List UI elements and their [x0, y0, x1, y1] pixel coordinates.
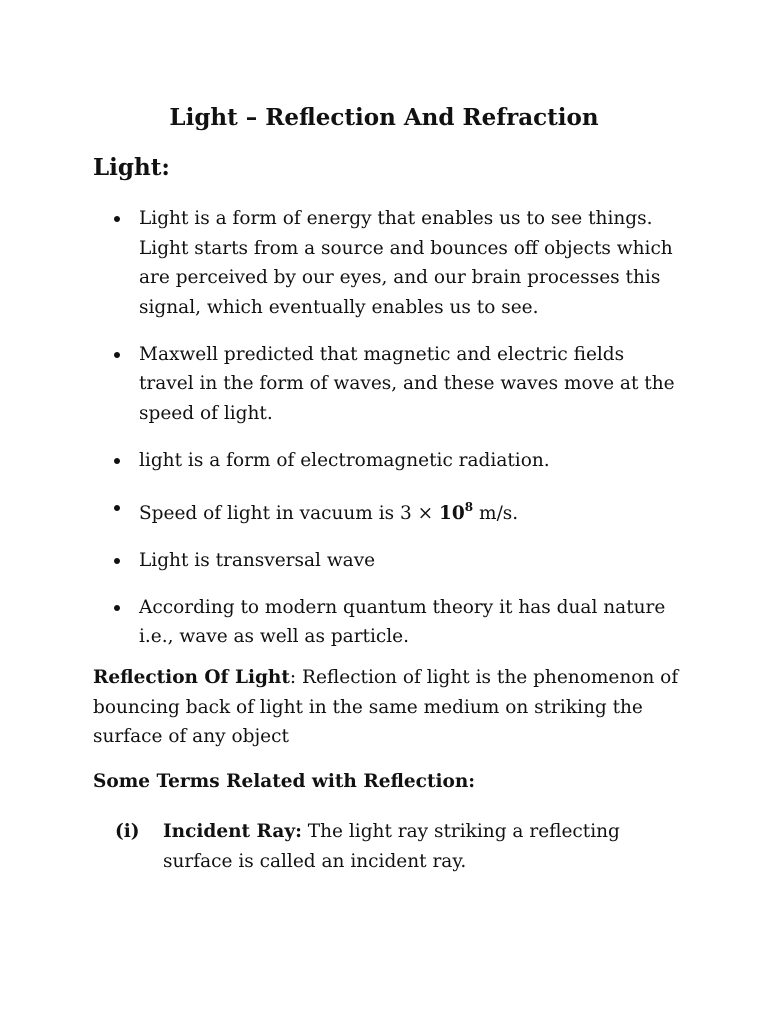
term-text: The light ray striking a reflecting surface is called an incident ray.: [163, 821, 620, 872]
speed-prefix: Speed of light in vacuum is 3 ×: [139, 502, 440, 524]
light-facts-list: [93, 204, 683, 669]
term-name: Incident Ray:: [163, 821, 302, 842]
list-item: [93, 340, 683, 429]
list-item: [93, 546, 683, 576]
list-item: [93, 446, 683, 476]
section-heading-light: Light:: [93, 154, 170, 181]
reflection-label: Reflection Of Light: [93, 667, 290, 688]
bullet-dot-icon: [114, 458, 120, 464]
list-item: [93, 593, 683, 652]
terms-list: [93, 817, 683, 876]
bullet-dot-icon: [114, 505, 120, 511]
reflection-definition: [93, 663, 683, 752]
bullet-text: According to modern quantum theory it has dual nature i.e., wave as well as particle.: [139, 596, 666, 647]
bullet-text: Light is transversal wave: [139, 549, 376, 571]
bullet-text: light is a form of electromagnetic radiation.: [139, 449, 550, 471]
bullet-dot-icon: [114, 216, 120, 222]
speed-exponent: 8: [464, 499, 474, 514]
document-title: Light – Reflection And Refraction: [169, 104, 599, 131]
bullet-text: Light is a form of energy that enables us to see things. Light starts from a source and bounces off objects which are perceived by our eyes, and our brain processes this signal, which eventually enables us to see.: [139, 208, 673, 318]
term-number: (i): [115, 821, 140, 842]
bullet-text: Maxwell predicted that magnetic and electric fields travel in the form of waves, and these waves move at the speed of light.: [139, 343, 675, 424]
list-item: [93, 204, 683, 322]
terms-heading: Some Terms Related with Reflection:: [93, 771, 476, 792]
list-item: [93, 817, 683, 876]
reflection-text: : Reflection of light is the phenomenon of bouncing back of light in the same medium on striking the surface of any object: [93, 667, 679, 747]
speed-base: 10: [439, 502, 465, 524]
bullet-dot-icon: [114, 352, 120, 358]
bullet-dot-icon: [114, 558, 120, 564]
bullet-dot-icon: [114, 605, 120, 611]
speed-suffix: m/s.: [473, 502, 519, 524]
list-item: [93, 493, 683, 529]
